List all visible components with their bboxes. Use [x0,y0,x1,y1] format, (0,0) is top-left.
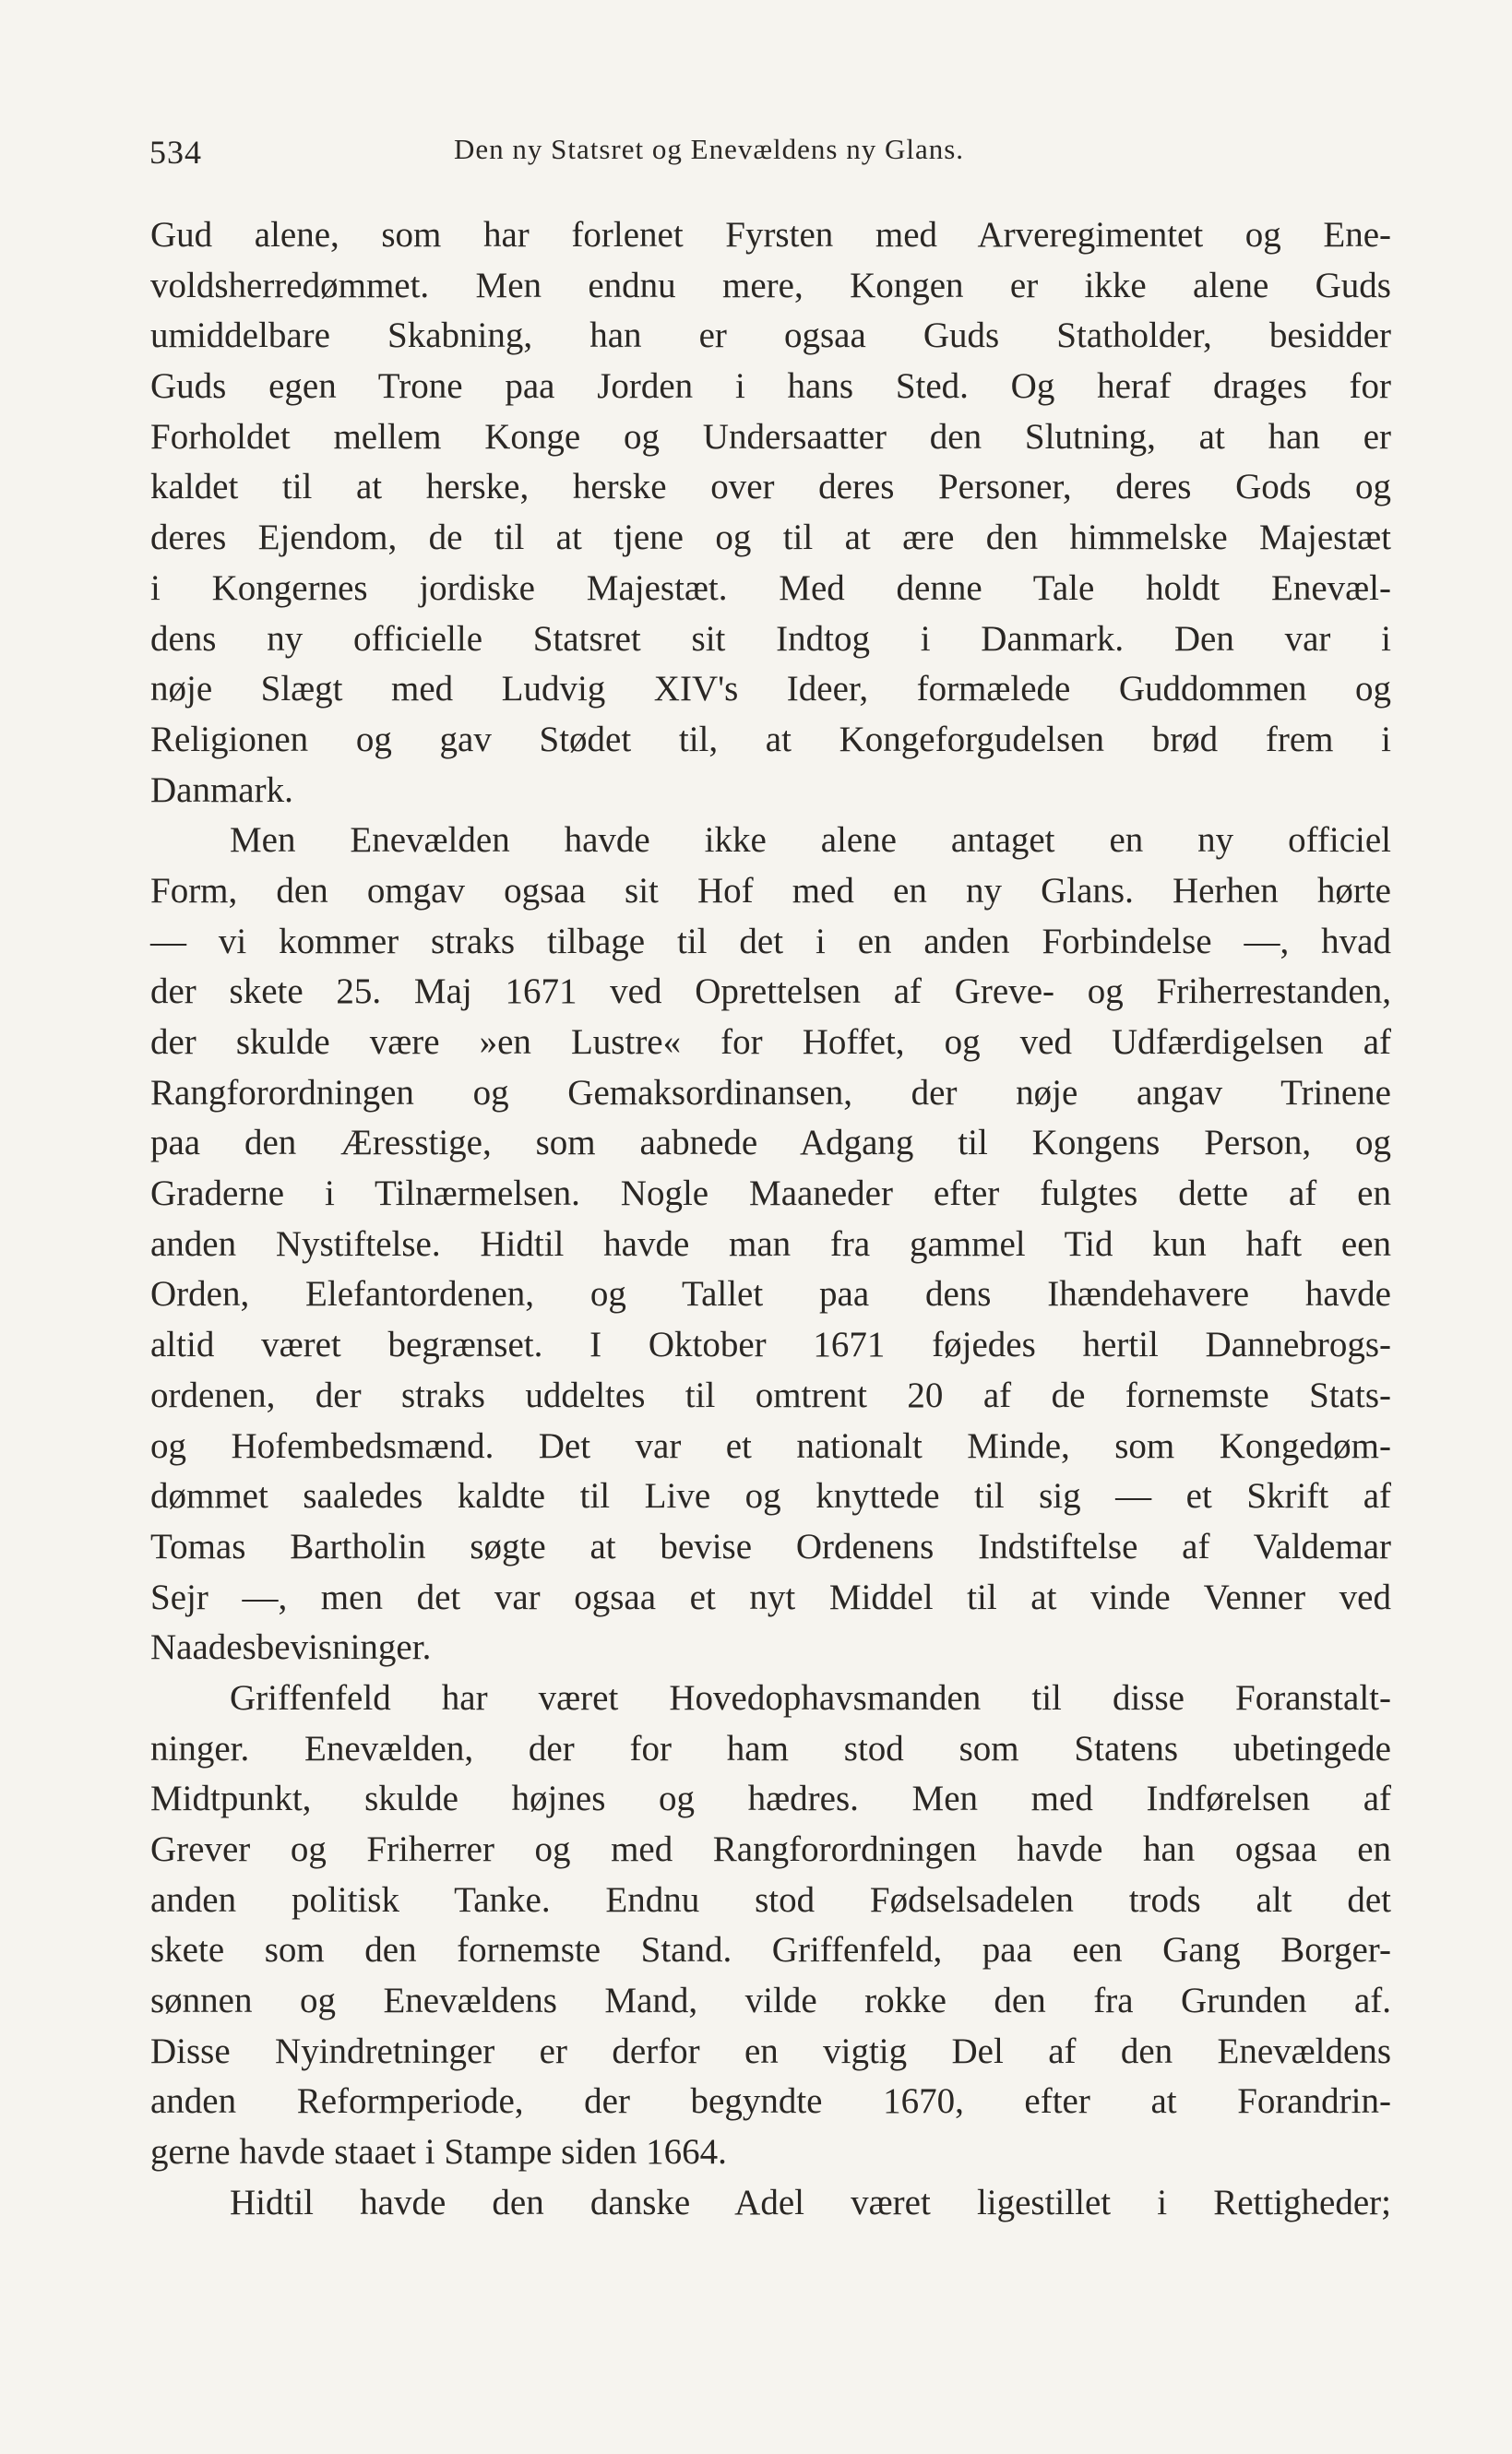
text-line: Naadesbevisninger. [150,1627,432,1668]
text-line: Rangforordningen og Gemaksordinansen, der nøje angav Trinene [150,1072,1391,1113]
text-line: gerne havde staaet i Stampe siden 1664. [150,2132,727,2173]
text-line: skete som den fornemste Stand. Griffenfeld, paa een Gang Borger- [150,1930,1391,1971]
text-line: Griffenfeld har været Hovedophavsmanden til disse Foranstalt- [230,1677,1391,1718]
text-line: nøje Slægt med Ludvig XIV's Ideer, formælede Guddommen og [150,669,1391,709]
text-line: Religionen og gav Stødet til, at Kongeforgudelsen brød frem i [150,719,1391,759]
text-line: Danmark. [150,769,293,810]
text-line: der skete 25. Maj 1671 ved Oprettelsen af Greve- og Friherrestanden, [150,971,1391,1012]
text-line: i Kongernes jordiske Majestæt. Med denne Tale holdt Enevæl- [150,567,1391,608]
text-line: anden politisk Tanke. Endnu stod Fødselsadelen trods alt det [150,1879,1391,1920]
text-line: deres Ejendom, de til at tjene og til at ære den himmelske Majestæt [150,518,1391,558]
text-line: anden Reformperiode, der begyndte 1670, efter at Forandrin- [150,2081,1391,2122]
text-line: paa den Æresstige, som aabnede Adgang til Kongens Person, og [150,1123,1391,1163]
text-line: Disse Nyindretninger er derfor en vigtig Del af den Enevældens [150,2031,1391,2071]
page-number: 534 [149,134,202,171]
text-line: og Hofembedsmænd. Det var et nationalt Minde, som Kongedøm- [150,1425,1391,1466]
text-line: altid været begrænset. I Oktober 1671 føjedes hertil Dannebrogs- [150,1325,1391,1365]
text-line: Graderne i Tilnærmelsen. Nogle Maaneder efter fulgtes dette af en [150,1173,1391,1214]
text-line: umiddelbare Skabning, han er ogsaa Guds Statholder, besidder [150,316,1391,356]
text-line: ordenen, der straks uddeltes til omtrent 20 af de fornemste Stats- [150,1375,1391,1415]
text-line: Grever og Friherrer og med Rangforordningen havde han ogsaa en [150,1829,1391,1869]
text-line: — vi kommer straks tilbage til det i en anden Forbindelse —, hvad [150,921,1391,961]
text-line: Guds egen Trone paa Jorden i hans Sted. Og heraf drages for [150,366,1391,407]
text-line: ninger. Enevælden, der for ham stod som Statens ubetingede [150,1728,1391,1769]
text-line: dens ny officielle Statsret sit Indtog i Danmark. Den var i [150,618,1391,659]
text-line: Forholdet mellem Konge og Undersaatter den Slutning, at han er [150,416,1391,457]
text-line: dømmet saaledes kaldte til Live og knyttede til sig — et Skrift af [150,1476,1391,1517]
text-line: Orden, Elefantordenen, og Tallet paa dens Ihændehavere havde [150,1274,1391,1315]
body-text [150,210,1391,2229]
text-line: sønnen og Enevældens Mand, vilde rokke den fra Grunden af. [150,1981,1391,2021]
text-line: Form, den omgav ogsaa sit Hof med en ny Glans. Herhen hørte [150,870,1391,911]
running-title: Den ny Statsret og Enevældens ny Glans. [454,133,965,165]
text-line: Midtpunkt, skulde højnes og hædres. Men med Indførelsen af [150,1779,1391,1819]
text-line: Hidtil havde den danske Adel været ligestillet i Rettigheder; [230,2182,1391,2222]
text-line: anden Nystiftelse. Hidtil havde man fra gammel Tid kun haft een [150,1223,1391,1264]
text-line: voldsherredømmet. Men endnu mere, Kongen er ikke alene Guds [150,265,1391,305]
text-line: Sejr —, men det var ogsaa et nyt Middel til at vinde Venner ved [150,1577,1391,1617]
text-line: Gud alene, som har forlenet Fyrsten med Arveregimentet og Ene- [150,215,1391,255]
text-line: kaldet til at herske, herske over deres Personer, deres Gods og [150,467,1391,507]
text-line: Tomas Bartholin søgte at bevise Ordenens Indstiftelse af Valdemar [150,1526,1391,1567]
page-header [149,129,1393,185]
text-line: der skulde være »en Lustre« for Hoffet, og ved Udfærdigelsen af [150,1022,1391,1062]
text-line: Men Enevælden havde ikke alene antaget en ny officiel [230,820,1391,861]
